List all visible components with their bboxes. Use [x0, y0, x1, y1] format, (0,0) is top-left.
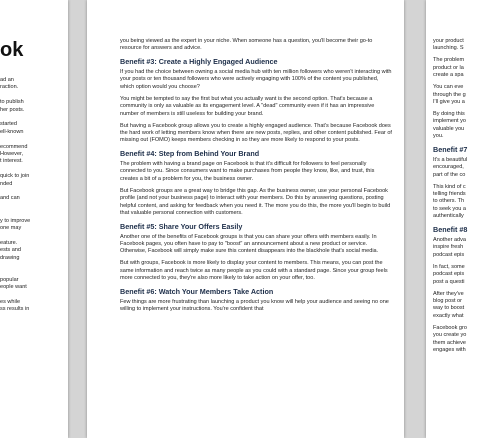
text-line: valuable you	[433, 125, 465, 132]
section-heading: Benefit #3: Create a Highly Engaged Audience	[120, 57, 278, 67]
text-line: exactly what	[433, 312, 464, 319]
body-paragraph	[433, 157, 500, 179]
text-line: After they've	[433, 290, 464, 297]
line-gap	[0, 166, 68, 173]
text-line: Facebook gro	[433, 324, 467, 331]
line-gap	[0, 203, 68, 210]
body-paragraph: Another one of the benefits of Facebook groups is that you can share your offers with members easily. In Facebook pages, you often have to pay to "boost" an announcement about a new product or service. Otherwise, Facebook will simply make sure this content disappears into the blackhole that's social media.	[120, 233, 379, 255]
text-line: product or la	[433, 64, 464, 71]
line-gap	[0, 188, 68, 195]
body-paragraph: But having a Facebook group allows you to create a highly engaged audience. That's because Facebook does the hard work of letting members know when there are new posts, replies, and other content published. Fear of missing out (FOMO) keeps members checking in so they are more likely to respond to your posts.	[120, 122, 392, 144]
text-line: to seek you a	[433, 205, 466, 212]
text-line: ests and	[0, 247, 21, 254]
text-line: them achieve	[433, 339, 466, 346]
text-line: started	[0, 121, 17, 128]
body-paragraph	[433, 264, 500, 286]
text-line: to others. Th	[433, 198, 465, 205]
text-line: However,	[0, 151, 24, 158]
section-heading: Benefit #6: Watch Your Members Take Action	[120, 287, 274, 297]
center-document-page	[87, 0, 404, 438]
text-line: ell-known	[0, 128, 24, 135]
line-gap	[0, 232, 68, 239]
text-line: authentically	[433, 213, 464, 220]
text-line: eople want	[0, 284, 27, 291]
body-paragraph: Few things are more frustrating than launching a product you know will help your audience and seeing no one willing to implement your instructions. You're confident that	[120, 298, 389, 313]
body-paragraph	[433, 111, 500, 141]
text-line: way to boost	[433, 305, 465, 312]
text-line: part of the co	[433, 171, 466, 178]
line-gap	[0, 210, 68, 217]
text-line: By doing this	[433, 111, 465, 118]
text-line: raction.	[0, 84, 19, 91]
text-line: inspire fresh	[433, 244, 464, 251]
text-line: post a questi	[433, 278, 465, 285]
text-line: ecommend	[0, 143, 28, 150]
text-line: launching. S	[433, 45, 464, 52]
left-page-heading-fragment: ok	[0, 39, 24, 61]
text-line: t interest.	[0, 158, 23, 165]
body-paragraph: But Facebook groups are a great way to bridge this gap. As the business owner, use your personal Facebook profile (and not your business page) to interact with your members. Do this by answering questions, posting helpful content, and asking for feedback when you need it. The more you do this, the more you'll begin to build that valuable personal connection with customers.	[120, 187, 391, 217]
body-paragraph	[433, 291, 500, 321]
text-line: quick to join	[0, 173, 30, 180]
text-line: telling friends	[433, 191, 466, 198]
line-gap	[0, 136, 68, 143]
text-line: you.	[433, 133, 444, 140]
text-line: her posts.	[0, 106, 25, 113]
body-paragraph	[433, 325, 500, 355]
body-paragraph	[433, 184, 500, 221]
body-paragraph: If you had the choice between owning a social media hub with ten million followers who weren't interacting with your posts or ten thousand followers who were actively engaging with 100% of the content you published, which option would you choose?	[120, 69, 392, 90]
center-page-content	[120, 38, 392, 318]
text-line: through the g	[433, 91, 466, 98]
right-page-content	[433, 38, 500, 359]
text-line: Benefit #7	[433, 145, 468, 155]
text-line: podcast epis	[433, 251, 465, 258]
section-heading: Benefit #5: Share Your Offers Easily	[120, 222, 243, 232]
text-line: encouraged,	[433, 164, 464, 171]
text-line: In fact, some	[433, 263, 465, 270]
text-line: one may	[0, 225, 22, 232]
text-line: to publish	[0, 99, 24, 106]
text-line: your product	[433, 38, 464, 44]
section-heading	[433, 145, 500, 154]
body-paragraph: You might be tempted to say the first but what you actually want is the second option. That's because a community is only as valuable as its engagement level. A "dead" community even if it has an impressive number of members is still useless for building your brand.	[120, 95, 375, 117]
left-page-content	[0, 31, 68, 314]
body-paragraph: But with groups, Facebook is more likely to display your content to members. This means, you can post the same information and reach twice as many people as you could with a standard page. Since your group feels more connected to you, they're also more likely to take action on your offer, too.	[120, 260, 388, 282]
text-line: ss results in	[0, 306, 30, 313]
right-document-page	[426, 0, 500, 438]
line-gap	[0, 292, 68, 299]
text-line: drawing	[0, 254, 20, 261]
text-line: You can eve	[433, 84, 464, 91]
line-gap	[0, 269, 68, 276]
text-line: eature.	[0, 239, 18, 246]
body-paragraph	[433, 237, 500, 259]
text-line: Benefit #8	[433, 225, 468, 235]
text-line: y to improve	[0, 217, 31, 224]
line-gap	[0, 114, 68, 121]
text-line: you create yo	[433, 332, 467, 339]
text-line: ad an	[0, 77, 14, 83]
left-document-page	[0, 0, 68, 438]
text-line: blog post or	[433, 297, 462, 304]
body-paragraph: you being viewed as the expert in your niche. When someone has a question, you'll become their go-to resource for answers and advice.	[120, 38, 373, 52]
text-line: Another adva	[433, 236, 466, 243]
body-paragraph	[433, 57, 500, 79]
body-paragraph	[433, 38, 500, 53]
text-line: es while	[0, 299, 21, 306]
line-gap	[0, 262, 68, 269]
text-line: I'll give you a	[433, 99, 465, 106]
body-paragraph	[433, 84, 500, 106]
section-heading	[433, 225, 500, 234]
text-line: podcast epis	[433, 271, 465, 278]
text-line: It's a beautiful	[433, 156, 468, 163]
text-line: This kind of c	[433, 183, 466, 190]
body-paragraph: The problem with having a brand page on Facebook is that it's difficult for followers to feel personally connected to you. Since consumers want to make purchases from people they know, like, and trust, this creates a bit of a problem for you, the business owner.	[120, 161, 375, 182]
line-gap	[0, 92, 68, 99]
text-line: nded	[0, 180, 13, 187]
text-line: implement yo	[433, 118, 466, 125]
section-heading: Benefit #4: Step from Behind Your Brand	[120, 149, 260, 159]
text-line: The problem	[433, 57, 465, 64]
text-line: create a spa	[433, 72, 464, 79]
text-line: popular	[0, 276, 19, 283]
text-line: engages with	[433, 346, 466, 353]
text-line: and can	[0, 195, 20, 202]
